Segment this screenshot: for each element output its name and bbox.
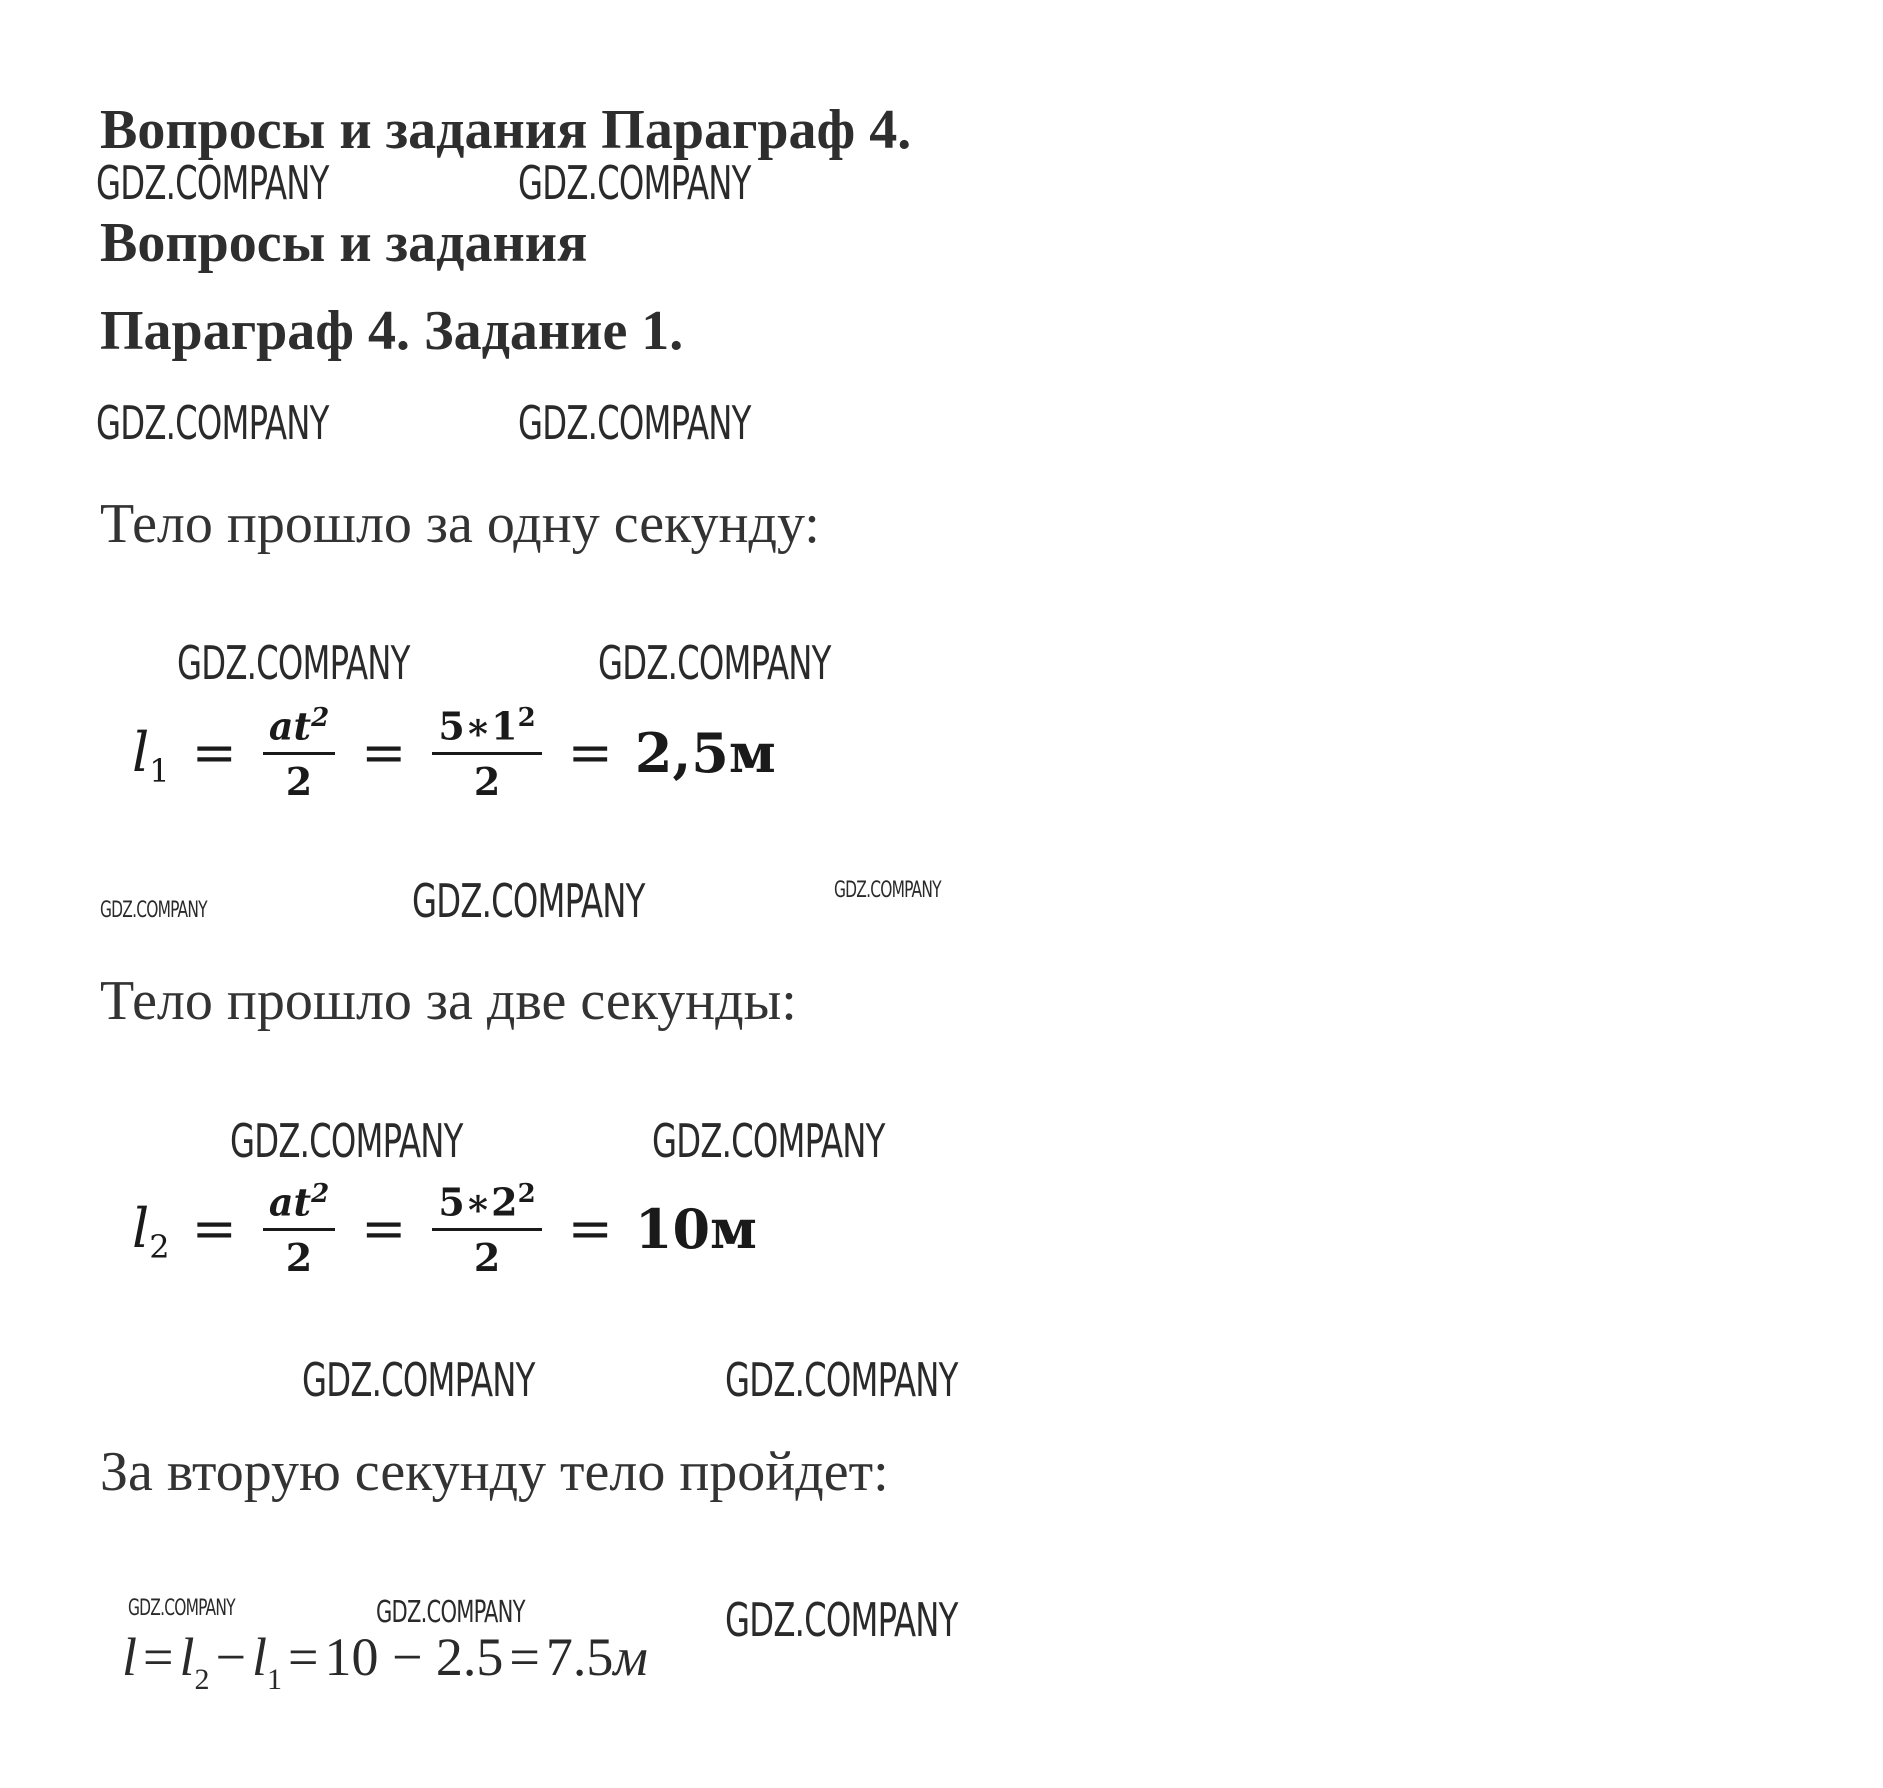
equals-sign: =: [567, 1196, 613, 1260]
fraction-denominator: 2: [473, 758, 501, 804]
formula-calculation: 10 − 2.5: [324, 1627, 504, 1687]
formula-symbol: l: [122, 1627, 138, 1687]
formula-subscript: 2: [194, 1663, 210, 1696]
formula-unit: м: [613, 1627, 648, 1687]
paragraph-second-second: За вторую секунду тело пройдет:: [100, 1441, 889, 1503]
formula-subscript: 2: [149, 1227, 170, 1266]
watermark: GDZ.COMPANY: [725, 1593, 958, 1647]
task-heading: Параграф 4. Задание 1.: [100, 300, 684, 362]
equals-sign: =: [361, 720, 407, 784]
watermark: GDZ.COMPANY: [518, 396, 751, 450]
formula-result: 2,5м: [634, 720, 776, 785]
formula-symbol: l: [251, 1627, 267, 1687]
equals-sign: =: [509, 1627, 540, 1687]
formula-symbol: l: [132, 1196, 150, 1260]
formula-l: [122, 1627, 648, 1696]
equals-sign: =: [287, 1627, 319, 1687]
watermark: GDZ.COMPANY: [412, 874, 645, 928]
watermark: GDZ.COMPANY: [834, 878, 941, 903]
equals-sign: =: [143, 1627, 174, 1687]
section-heading: Вопросы и задания: [100, 212, 588, 274]
formula-l1: [132, 703, 776, 804]
fraction-numerator: $5∗2^2$: [432, 1181, 541, 1231]
page-title: Вопросы и задания Параграф 4.: [100, 99, 912, 161]
paragraph-one-second: Тело прошло за одну секунду:: [100, 493, 820, 555]
watermark: GDZ.COMPANY: [100, 898, 207, 923]
paragraph-two-seconds: Тело прошло за две секунды:: [100, 970, 797, 1032]
fraction-denominator: 2: [285, 758, 313, 804]
fraction-numerator: $5∗1^2$: [432, 705, 541, 755]
watermark: GDZ.COMPANY: [177, 636, 410, 690]
watermark: GDZ.COMPANY: [128, 1596, 235, 1621]
fraction-numerator: $at^2$: [263, 705, 335, 755]
watermark: GDZ.COMPANY: [652, 1114, 885, 1168]
fraction: [432, 1179, 541, 1280]
formula-l2: [132, 1179, 757, 1280]
fraction-numerator: $at^2$: [263, 1181, 335, 1231]
equals-sign: =: [191, 720, 237, 784]
fraction-denominator: 2: [473, 1234, 501, 1280]
fraction: [432, 703, 541, 804]
watermark: GDZ.COMPANY: [598, 636, 831, 690]
watermark: GDZ.COMPANY: [96, 396, 329, 450]
watermark: GDZ.COMPANY: [230, 1114, 463, 1168]
watermark: GDZ.COMPANY: [302, 1353, 535, 1407]
formula-result: 7.5: [545, 1627, 614, 1687]
watermark: GDZ.COMPANY: [725, 1353, 958, 1407]
fraction-denominator: 2: [285, 1234, 313, 1280]
fraction: [263, 1179, 335, 1280]
formula-symbol: l: [179, 1627, 195, 1687]
minus-sign: −: [215, 1627, 246, 1687]
fraction: [263, 703, 335, 804]
watermark: GDZ.COMPANY: [518, 156, 751, 210]
watermark: GDZ.COMPANY: [96, 156, 329, 210]
equals-sign: =: [567, 720, 613, 784]
watermark: GDZ.COMPANY: [376, 1595, 525, 1630]
formula-subscript: 1: [266, 1663, 282, 1696]
equals-sign: =: [191, 1196, 237, 1260]
formula-symbol: l: [132, 720, 150, 784]
formula-result: 10м: [634, 1196, 757, 1261]
formula-subscript: 1: [149, 751, 170, 790]
equals-sign: =: [361, 1196, 407, 1260]
